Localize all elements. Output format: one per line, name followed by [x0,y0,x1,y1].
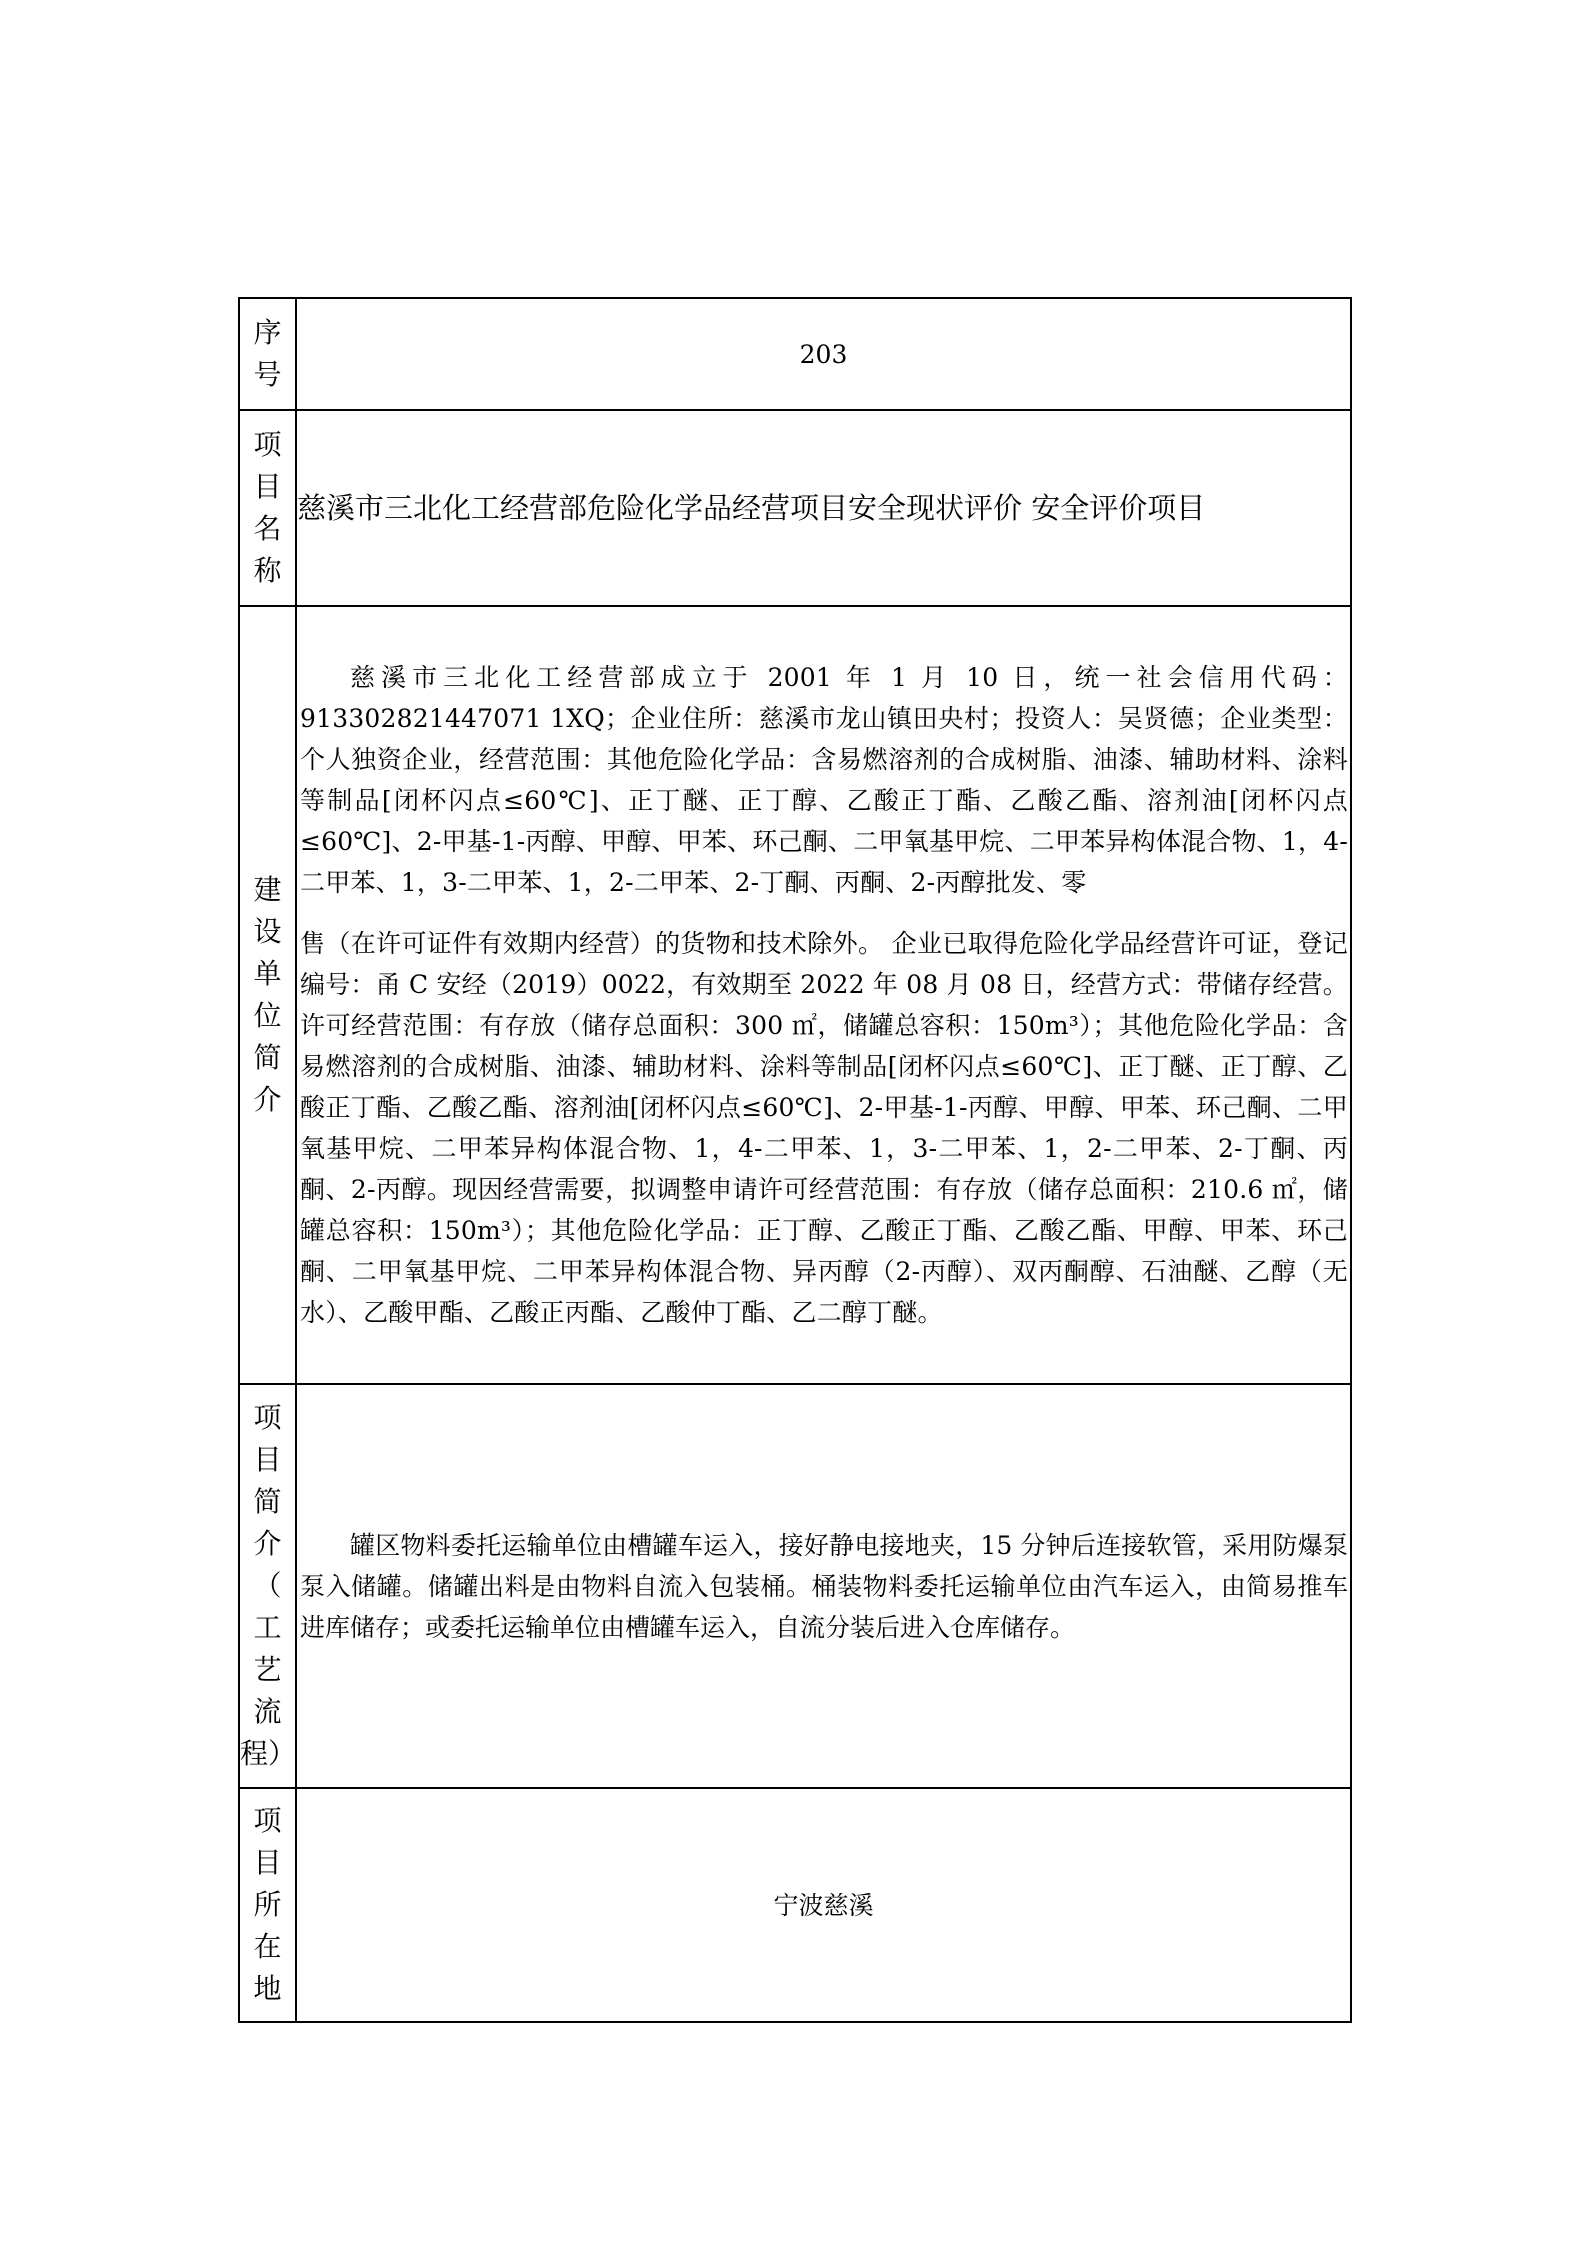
label-char: 目 [253,1846,282,1879]
label-char: 项 [253,1401,282,1434]
project-name-value: 慈溪市三北化工经营部危险化学品经营项目安全现状评价 安全评价项目 [296,410,1351,606]
label-char: 简 [253,1485,282,1518]
label-char: 项 [253,1804,282,1837]
label-char: 流 [253,1695,282,1728]
label-project-name [239,410,296,606]
label-char: 名 [253,512,282,545]
location-value: 宁波慈溪 [296,1788,1351,2022]
row-project-name [239,410,1351,606]
row-sequence [239,298,1351,410]
process-intro-paragraph: 罐区物料委托运输单位由槽罐车运入，接好静电接地夹，15 分钟后连接软管，采用防爆泵泵入储罐。储罐出料是由物料自流入包装桶。桶装物料委托运输单位由汽车运入，由简易推车进库储存；或委托运输单位由槽罐车运入，自流分装后进入仓库储存。 [300,1530,1348,1642]
label-process-intro [239,1384,296,1788]
label-char: 目 [253,1443,282,1476]
label-sequence [239,298,296,410]
label-char: （ [253,1569,282,1602]
label-char: 号 [253,358,282,391]
label-char: 介 [253,1083,282,1116]
label-char: 在 [253,1930,282,1963]
process-intro-value [296,1384,1351,1788]
unit-intro-paragraph-2: 售（在许可证件有效期内经营）的货物和技术除外。 企业已取得危险化学品经营许可证，登记编号：甬 C 安经（2019）0022，有效期至 2022 年 08 月 08 日，经营方式：带储存经营。许可经营范围：有存放（储存总面积：300 ㎡，储罐总容积：150m³）；其他危险化学品：含易燃溶剂的合成树脂、油漆、辅助材料、涂料等制品[闭杯闪点≤60℃]、正丁醚、正丁醇、乙酸正丁酯、乙酸乙酯、溶剂油[闭杯闪点≤60℃]、2-甲基-1-丙醇、甲醇、甲苯、环己酮、二甲氧基甲烷、二甲苯异构体混合物、1，4-二甲苯、1，3-二甲苯、1，2-二甲苯、2-丁酮、丙酮、2-丙醇。现因经营需要，拟调整申请许可经营范围：有存放（储存总面积：210.6 ㎡，储罐总容积：150m³）；其他危险化学品：正丁醇、乙酸正丁酯、乙酸乙酯、甲醇、甲苯、环己酮、二甲氧基甲烷、二甲苯异构体混合物、异丙醇（2-丙醇）、双丙酮醇、石油醚、乙醇（无水）、乙酸甲酯、乙酸正丙酯、乙酸仲丁酯、乙二醇丁醚。 [300,929,1348,1327]
label-char: 项 [253,428,282,461]
label-location [239,1788,296,2022]
label-unit-intro [239,606,296,1384]
project-info-table [238,297,1352,2023]
label-char: 设 [253,915,282,948]
unit-intro-text [297,651,1350,1339]
label-char: 简 [253,1041,282,1074]
label-char: 序 [253,316,282,349]
label-char: 工 [253,1611,282,1644]
unit-intro-paragraph-1: 慈溪市三北化工经营部成立于 2001 年 1 月 10 日，统一社会信用代码：913302821447071 1XQ；企业住所：慈溪市龙山镇田央村；投资人：吴贤德；企业类型：个人独资企业，经营范围：其他危险化学品：含易燃溶剂的合成树脂、油漆、辅助材料、涂料等制品[闭杯闪点≤60℃]、正丁醚、正丁醇、乙酸正丁酯、乙酸乙酯、溶剂油[闭杯闪点≤60℃]、2-甲基-1-丙醇、甲醇、甲苯、环己酮、二甲氧基甲烷、二甲苯异构体混合物、1，4-二甲苯、1，3-二甲苯、1，2-二甲苯、2-丁酮、丙酮、2-丙醇批发、零 [300,663,1348,897]
label-char: 地 [253,1972,282,2005]
label-char: 位 [253,999,282,1032]
sequence-value: 203 [296,298,1351,410]
row-unit-intro [239,606,1351,1384]
label-char: 目 [253,470,282,503]
label-char: 单 [253,957,282,990]
row-location [239,1788,1351,2022]
row-process-intro [239,1384,1351,1788]
label-char: 所 [253,1888,282,1921]
label-char: 称 [253,554,282,587]
label-char: 建 [253,873,282,906]
unit-intro-value [296,606,1351,1384]
process-intro-text [297,1525,1350,1648]
label-char: 程） [240,1737,297,1770]
label-char: 艺 [253,1653,282,1686]
label-char: 介 [253,1527,282,1560]
